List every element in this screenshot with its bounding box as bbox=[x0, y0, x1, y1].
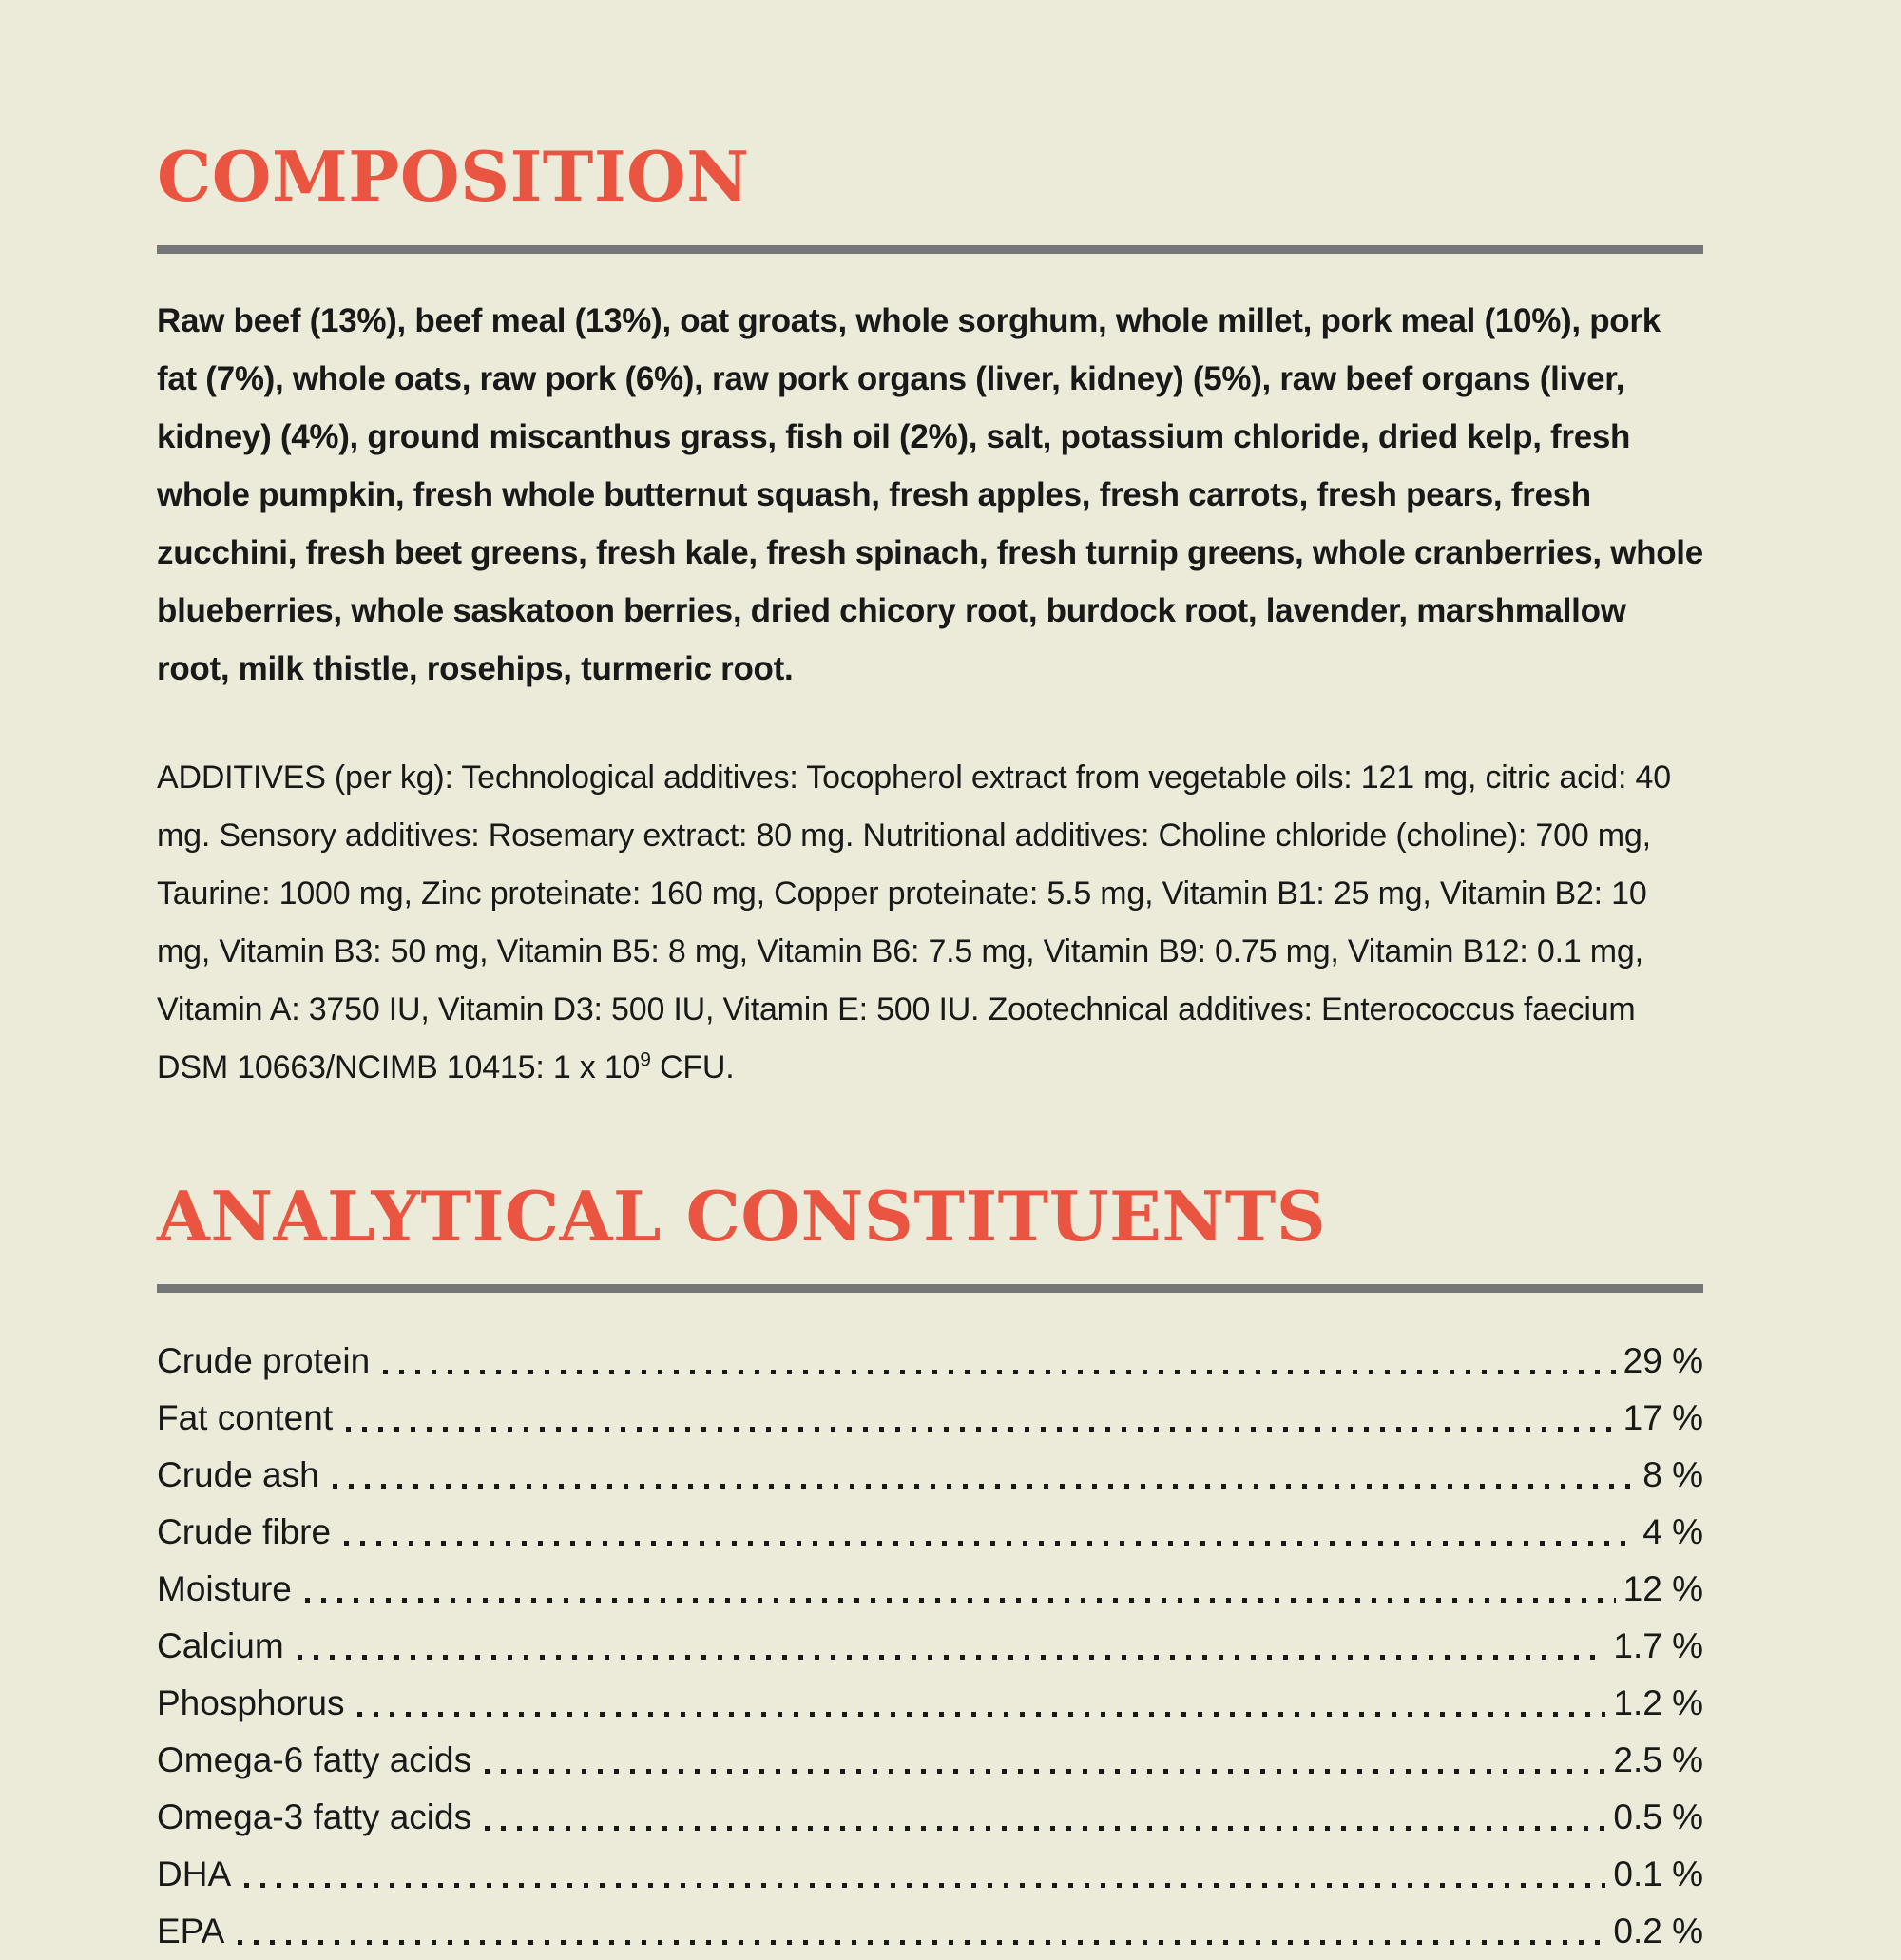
dot-leader bbox=[238, 1940, 1605, 1945]
dot-leader bbox=[344, 1541, 1635, 1546]
constituent-label: Fat content bbox=[157, 1398, 334, 1438]
table-row bbox=[157, 1504, 1703, 1561]
dot-leader bbox=[485, 1769, 1605, 1774]
constituent-label: Crude fibre bbox=[157, 1512, 332, 1552]
table-row bbox=[157, 1618, 1703, 1675]
constituent-value: 17 % bbox=[1623, 1398, 1703, 1438]
analytical-heading: ANALYTICAL CONSTITUENTS bbox=[157, 1175, 1327, 1257]
constituent-label: Crude protein bbox=[157, 1341, 371, 1381]
dot-leader bbox=[383, 1370, 1615, 1374]
table-row bbox=[157, 1390, 1703, 1447]
dot-leader bbox=[305, 1598, 1616, 1603]
constituent-label: Calcium bbox=[157, 1626, 284, 1666]
dot-leader bbox=[485, 1826, 1605, 1831]
table-row bbox=[157, 1846, 1703, 1903]
constituent-value: 12 % bbox=[1623, 1569, 1703, 1609]
constituent-label: Omega-6 fatty acids bbox=[157, 1740, 472, 1780]
dot-leader bbox=[346, 1427, 1616, 1432]
constituent-value: 0.5 % bbox=[1613, 1797, 1703, 1837]
additives-exponent: 9 bbox=[640, 1048, 651, 1071]
table-row bbox=[157, 1789, 1703, 1846]
constituent-value: 29 % bbox=[1623, 1341, 1703, 1381]
analytical-divider bbox=[157, 1284, 1703, 1293]
dot-leader bbox=[357, 1712, 1605, 1717]
analytical-section bbox=[157, 1175, 1703, 1960]
constituent-label: Moisture bbox=[157, 1569, 292, 1609]
table-row bbox=[157, 1333, 1703, 1390]
constituent-label: Crude ash bbox=[157, 1455, 319, 1495]
constituent-value: 1.2 % bbox=[1613, 1683, 1703, 1723]
constituent-value: 0.1 % bbox=[1613, 1854, 1703, 1894]
composition-divider bbox=[157, 245, 1703, 254]
additives-suffix: CFU. bbox=[650, 1048, 735, 1086]
constituent-value: 8 % bbox=[1642, 1455, 1703, 1495]
table-row bbox=[157, 1561, 1703, 1618]
constituent-label: EPA bbox=[157, 1912, 225, 1951]
table-row bbox=[157, 1732, 1703, 1789]
table-row bbox=[157, 1447, 1703, 1504]
dot-leader bbox=[244, 1883, 1605, 1888]
ingredients-paragraph: Raw beef (13%), beef meal (13%), oat groats, whole sorghum, whole millet, pork meal (10%), pork fat (7%), whole oats, raw pork (6%), raw pork organs (liver, kidney) (5%), raw beef organs (liver, kidney) (4%), ground miscanthus grass, fish oil (2%), salt, potassium chloride, dried kelp, fresh whole pumpkin, fresh whole butternut squash, fresh apples, fresh carrots, fresh pears, fresh zucchini, fresh beet greens, fresh kale, fresh spinach, fresh turnip greens, whole cranberries, whole blueberries, whole saskatoon berries, dried chicory root, burdock root, lavender, marshmallow root, milk thistle, rosehips, turmeric root. bbox=[157, 301, 1703, 687]
additives-text: ADDITIVES (per kg): Technological additives: Tocopherol extract from vegetable oils: 121 mg, citric acid: 40 mg. Sensory additives: Rosemary extract: 80 mg. Nutritional additives: Choline chloride (choline): 700 mg, Taurine: 1000 mg, Zinc proteinate: 160 mg, Copper proteinate: 5.5 mg, Vitamin B1: 25 mg, Vitamin B2: 10 mg, Vitamin B3: 50 mg, Vitamin B5: 8 mg, Vitamin B6: 7.5 mg, Vitamin B9: 0.75 mg, Vitamin B12: 0.1 mg, Vitamin A: 3750 IU, Vitamin D3: 500 IU, Vitamin E: 500 IU. Zootechnical additives: Enterococcus faecium DSM 10663/NCIMB 10415: 1 x 10 bbox=[157, 759, 1671, 1086]
composition-heading: COMPOSITION bbox=[157, 136, 750, 217]
constituent-value: 4 % bbox=[1642, 1512, 1703, 1552]
constituent-value: 1.7 % bbox=[1613, 1626, 1703, 1666]
constituent-value: 2.5 % bbox=[1613, 1740, 1703, 1780]
table-row bbox=[157, 1903, 1703, 1960]
dot-leader bbox=[298, 1655, 1606, 1660]
composition-section bbox=[157, 136, 1703, 1097]
table-row bbox=[157, 1675, 1703, 1732]
additives-paragraph bbox=[157, 749, 1703, 1097]
constituent-label: Phosphorus bbox=[157, 1683, 345, 1723]
analytical-table bbox=[157, 1333, 1703, 1960]
constituent-value: 0.2 % bbox=[1613, 1912, 1703, 1951]
constituent-label: DHA bbox=[157, 1854, 232, 1894]
dot-leader bbox=[333, 1484, 1636, 1489]
constituent-label: Omega-3 fatty acids bbox=[157, 1797, 472, 1837]
